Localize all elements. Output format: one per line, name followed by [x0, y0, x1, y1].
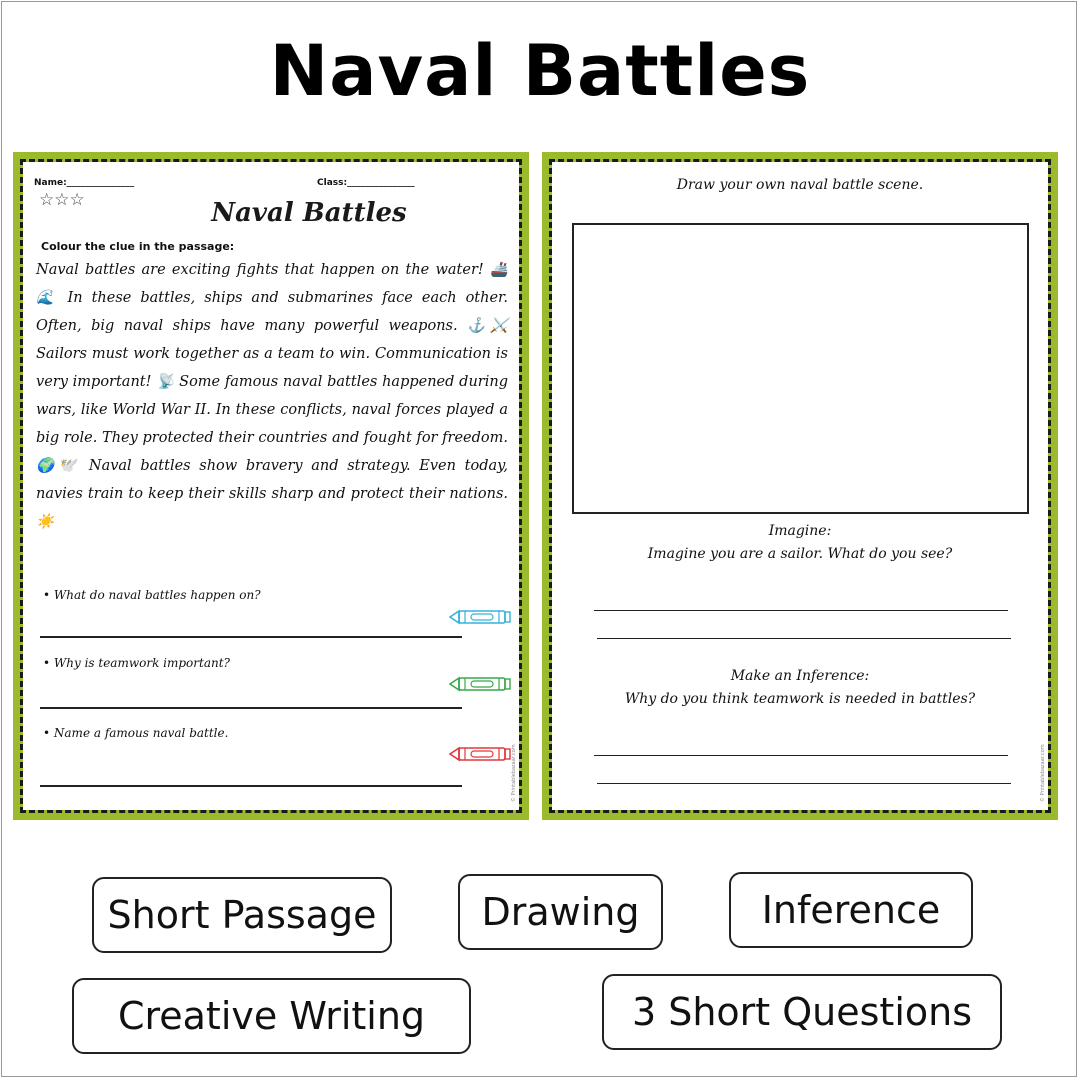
copyright-mark: © Printablebazaar.com	[1040, 744, 1046, 802]
answer-line-3[interactable]	[40, 785, 462, 787]
question-2-text: Why is teamwork important?	[53, 656, 230, 670]
question-3: • Name a famous naval battle.	[43, 726, 229, 740]
imagine-answer-line-1[interactable]	[594, 610, 1008, 611]
tag-drawing: Drawing	[458, 874, 663, 950]
rating-stars-icon: ☆☆☆	[39, 190, 85, 210]
main-title: Naval Battles	[269, 30, 811, 112]
class-field: Class:_______________	[317, 178, 415, 188]
question-1: • What do naval battles happen on?	[43, 588, 261, 602]
answer-line-2[interactable]	[40, 707, 462, 709]
question-2: • Why is teamwork important?	[43, 656, 230, 670]
worksheet-page-passage	[13, 152, 529, 820]
question-1-text: What do naval battles happen on?	[53, 588, 261, 602]
inference-prompt: Why do you think teamwork is needed in battles?	[624, 691, 976, 707]
imagine-answer-line-2[interactable]	[597, 638, 1011, 639]
inference-answer-line-1[interactable]	[594, 755, 1008, 756]
reading-passage: Naval battles are exciting fights that happen on the water! 🚢🌊 In these battles, ships and submarines face each other. Often, big naval ships have many powerful weapons. ⚓⚔️ Sailors must work together as a team to win. Communication is very important! 📡 Some famous naval battles happened during wars, like World War II. In these conflicts, naval forces played a big role. They protected their countries and fought for freedom. 🌍🕊️ Naval battles show bravery and strategy. Even today, navies train to keep their skills sharp and protect their nations. ☀️	[36, 262, 508, 530]
crayon-green-icon	[449, 676, 511, 692]
tag-3-short-questions: 3 Short Questions	[602, 974, 1002, 1050]
crayon-red-icon	[449, 746, 511, 762]
answer-line-1[interactable]	[40, 636, 462, 638]
imagine-prompt: Imagine you are a sailor. What do you see?	[647, 546, 953, 562]
inference-heading: Make an Inference:	[730, 668, 870, 684]
page-content	[552, 162, 1048, 810]
worksheet-page-activities	[542, 152, 1058, 820]
tag-short-passage: Short Passage	[92, 877, 392, 953]
tag-inference: Inference	[729, 872, 973, 948]
inference-answer-line-2[interactable]	[597, 783, 1011, 784]
worksheet-title: Naval Battles	[211, 198, 407, 228]
tag-creative-writing: Creative Writing	[72, 978, 471, 1054]
instruction-text: Colour the clue in the passage:	[41, 240, 235, 253]
crayon-blue-icon	[449, 609, 511, 625]
drawing-box[interactable]	[572, 223, 1029, 514]
page-content	[23, 162, 519, 810]
draw-prompt: Draw your own naval battle scene.	[676, 177, 924, 193]
name-field: Name:_______________	[34, 178, 135, 188]
question-3-text: Name a famous naval battle.	[53, 726, 229, 740]
imagine-heading: Imagine:	[768, 523, 832, 539]
copyright-mark: © Printablebazaar.com	[511, 744, 517, 802]
